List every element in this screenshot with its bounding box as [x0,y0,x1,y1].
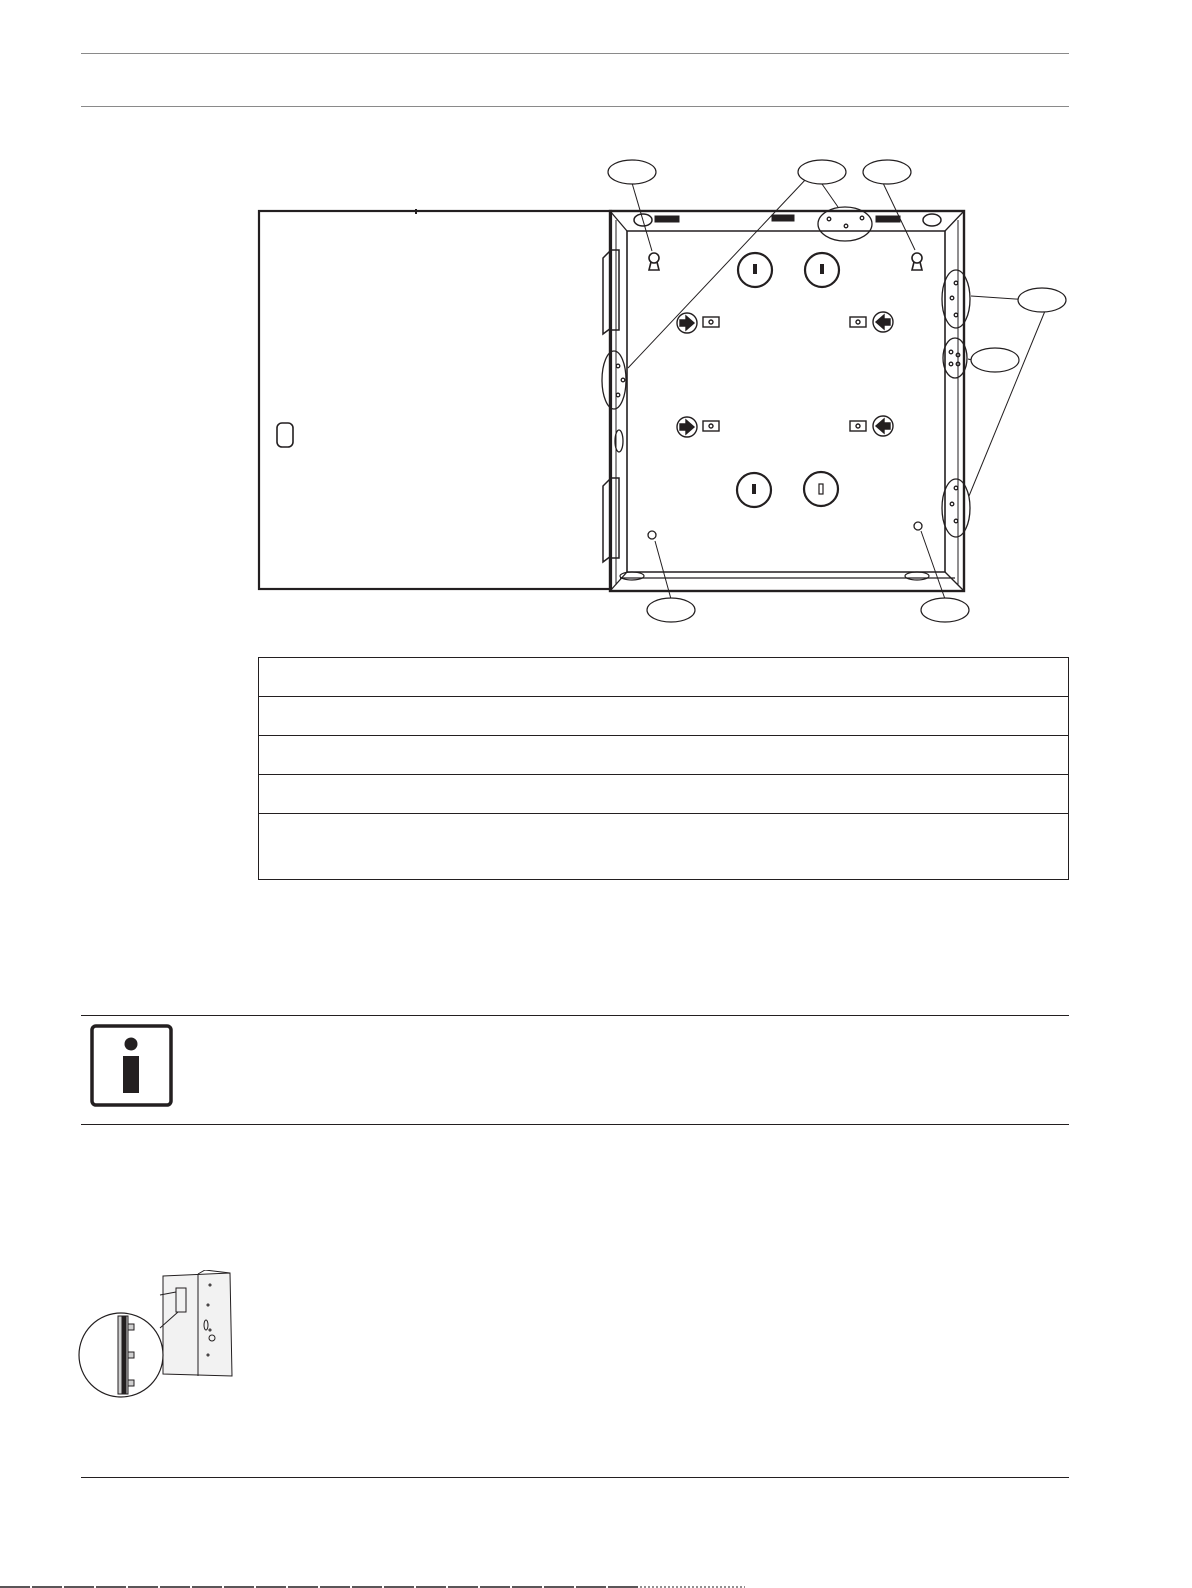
table-cell [259,814,1069,880]
mounting-bracket-detail-icon [78,1270,246,1406]
keyhole-mount-icon [912,253,922,270]
enclosure-door [259,211,611,589]
table-row [259,736,1069,775]
notice-block [81,1015,1069,1125]
callout-oval [647,598,695,622]
table-row [259,697,1069,736]
table-cell [259,736,1069,775]
callout-oval [608,160,656,184]
table-cell [259,775,1069,814]
header-top-rule [81,53,1069,54]
callout-oval [1018,288,1066,312]
info-icon [90,1024,173,1107]
table-cell [259,658,1069,697]
callout-oval [798,160,846,184]
legend-table [258,657,1069,880]
page-edge-strip [0,1580,760,1588]
table-row [259,658,1069,697]
enclosure-figure [240,150,1080,630]
knockout-icon [804,472,838,506]
table-row [259,814,1069,880]
door-lock-icon [277,423,293,447]
table-cell [259,697,1069,736]
callout-oval [921,598,969,622]
callout-oval [971,348,1019,372]
keyhole-mount-icon [649,253,659,270]
enclosure-box-outer [610,211,964,591]
footer-rule [81,1477,1069,1478]
header-bottom-rule [81,106,1069,107]
table-row [259,775,1069,814]
callout-oval [863,160,911,184]
